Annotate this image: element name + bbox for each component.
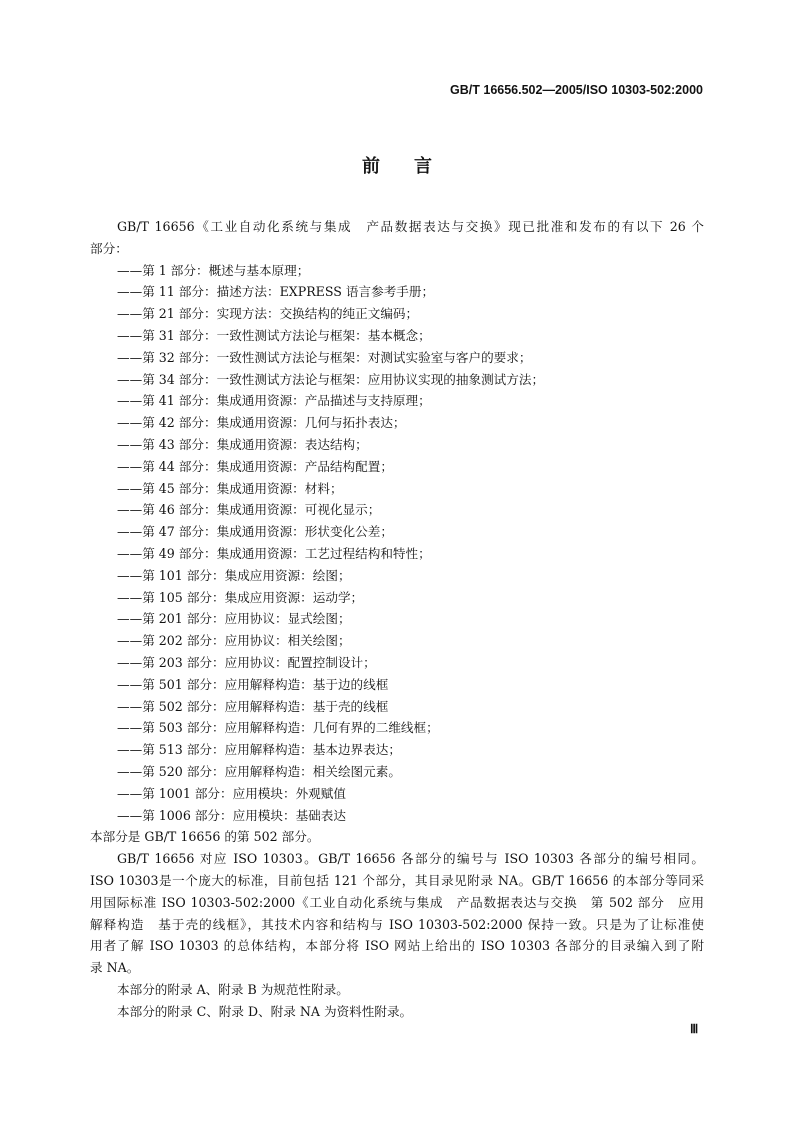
running-header: GB/T 16656.502—2005/ISO 10303-502:2000 bbox=[450, 83, 703, 97]
part-list-item: ——第 201 部分：应用协议：显式绘图； bbox=[117, 611, 351, 627]
part-list-item: ——第 42 部分：集成通用资源：几何与拓扑表达； bbox=[117, 415, 406, 431]
part-list-item: ——第 503 部分：应用解释构造：几何有界的二维线框； bbox=[117, 720, 439, 736]
part-list-item: ——第 21 部分：实现方法：交换结构的纯正文编码； bbox=[117, 306, 419, 322]
informative-annex-statement: 本部分的附录 C、附录 D、附录 NA 为资料性附录。 bbox=[117, 1003, 413, 1019]
part-list-item: ——第 502 部分：应用解释构造：基于壳的线框 bbox=[117, 698, 389, 714]
part-list-item: ——第 43 部分：集成通用资源：表达结构； bbox=[117, 436, 368, 452]
part-list-item: ——第 513 部分：应用解释构造：基本边界表达； bbox=[117, 742, 401, 758]
part-list-item: ——第 46 部分：集成通用资源：可视化显示； bbox=[117, 502, 381, 518]
part-list-item: ——第 203 部分：应用协议：配置控制设计； bbox=[117, 654, 376, 670]
part-list-item: ——第 32 部分：一致性测试方法论与框架：对测试实验室与客户的要求； bbox=[117, 349, 532, 365]
part-list-item: ——第 41 部分：集成通用资源：产品描述与支持原理； bbox=[117, 393, 431, 409]
part-list-item: ——第 101 部分：集成应用资源：绘图； bbox=[117, 567, 351, 583]
part-list-item: ——第 1006 部分：应用模块：基础表达 bbox=[117, 807, 346, 823]
correspondence-line: GB/T 16656 对应 ISO 10303。GB/T 16656 各部分的编号与 ISO 10303 各部分的编号相同。 bbox=[117, 851, 704, 867]
intro-line: GB/T 16656《工业自动化系统与集成 产品数据表达与交换》现已批准和发布的有以下 26 个 bbox=[117, 219, 704, 234]
this-part-statement: 本部分是 GB/T 16656 的第 502 部分。 bbox=[90, 829, 320, 845]
intro-line: 部分： bbox=[90, 240, 128, 256]
correspondence-line: ISO 10303是一个庞大的标准，目前包括 121 个部分，其目录见附录 NA。GB/T 16656 的本部分等同采 bbox=[90, 872, 704, 888]
part-list-item: ——第 45 部分：集成通用资源：材料； bbox=[117, 480, 343, 496]
part-list-item: ——第 47 部分：集成通用资源：形状变化公差； bbox=[117, 524, 393, 540]
part-list-item: ——第 34 部分：一致性测试方法论与框架：应用协议实现的抽象测试方法； bbox=[117, 371, 545, 387]
part-list-item: ——第 31 部分：一致性测试方法论与框架：基本概念； bbox=[117, 327, 431, 343]
part-list-item: ——第 202 部分：应用协议：相关绘图； bbox=[117, 633, 351, 649]
page-title: 前言 bbox=[362, 156, 466, 177]
part-list-item: ——第 1001 部分：应用模块：外观赋值 bbox=[117, 785, 346, 801]
foreword-body bbox=[90, 216, 704, 1022]
parts-list bbox=[90, 260, 704, 827]
part-list-item: ——第 520 部分：应用解释构造：相关绘图元素。 bbox=[117, 763, 401, 779]
correspondence-line: 解释构造 基于壳的线框》，其技术内容和结构与 ISO 10303-502:2000 保持一致。只是为了让标准使 bbox=[90, 916, 704, 932]
part-list-item: ——第 44 部分：集成通用资源：产品结构配置； bbox=[117, 458, 393, 474]
correspondence-line: 用国际标准 ISO 10303-502:2000《工业自动化系统与集成 产品数据表达与交换 第 502 部分 应用 bbox=[90, 894, 704, 910]
part-list-item: ——第 49 部分：集成通用资源：工艺过程结构和特性； bbox=[117, 545, 431, 561]
correspondence-line: 用者了解 ISO 10303 的总体结构，本部分将 ISO 网站上给出的 ISO 10303 各部分的目录编入到了附 bbox=[90, 938, 704, 954]
page-number: Ⅲ bbox=[690, 1022, 699, 1036]
part-list-item: ——第 1 部分：概述与基本原理； bbox=[117, 262, 310, 278]
part-list-item: ——第 501 部分：应用解释构造：基于边的线框 bbox=[117, 676, 389, 692]
normative-annex-statement: 本部分的附录 A、附录 B 为规范性附录。 bbox=[117, 981, 349, 997]
part-list-item: ——第 11 部分：描述方法：EXPRESS 语言参考手册； bbox=[117, 284, 435, 300]
correspondence-line: 录 NA。 bbox=[90, 960, 140, 976]
part-list-item: ——第 105 部分：集成应用资源：运动学； bbox=[117, 589, 364, 605]
